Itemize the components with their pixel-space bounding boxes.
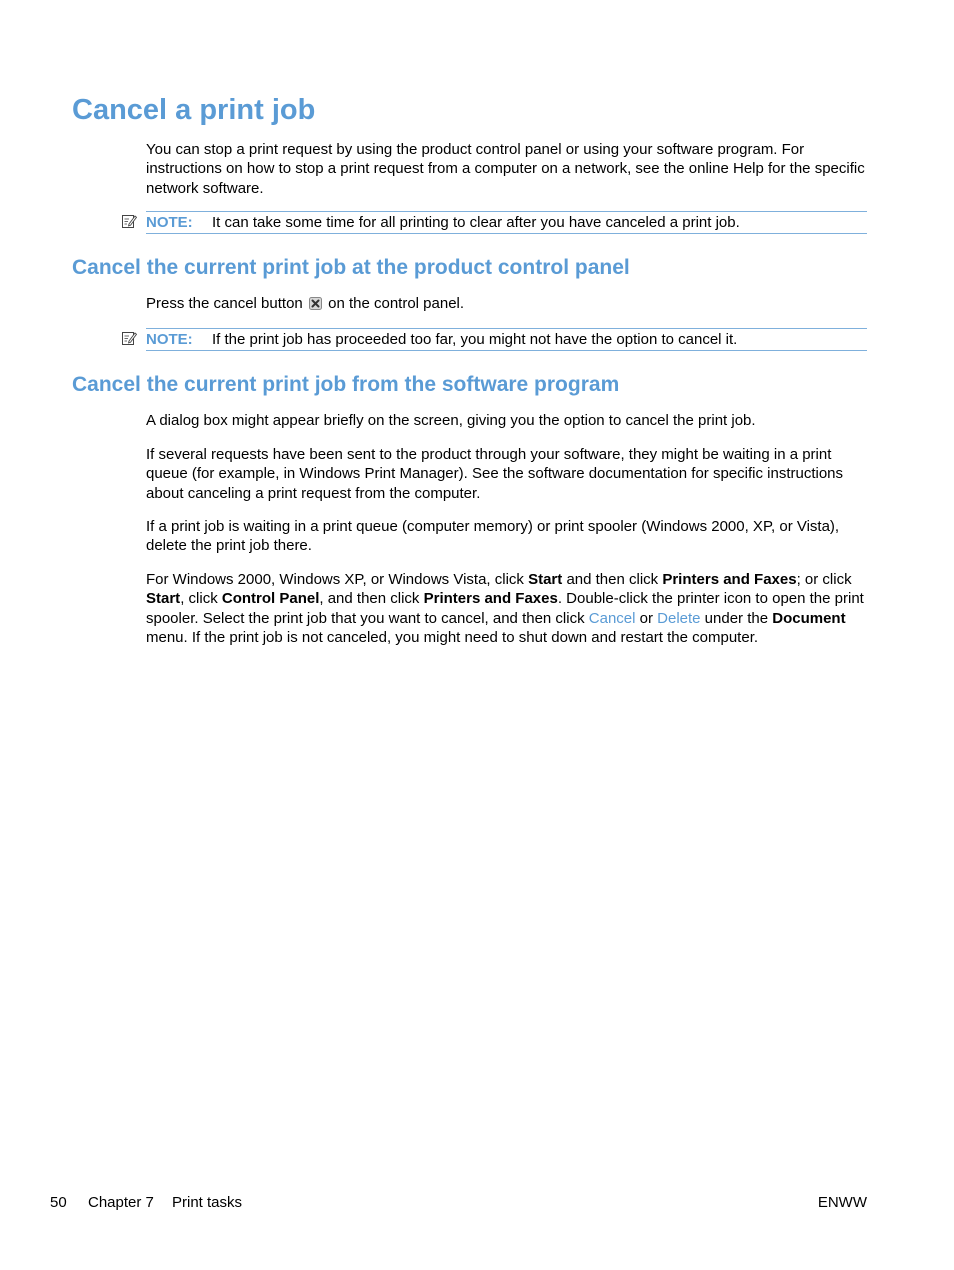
software-paragraph-1: A dialog box might appear briefly on the screen, giving you the option to cancel the print job. <box>146 412 756 429</box>
footer-page-number: 50 <box>50 1194 67 1211</box>
footer-enww: ENWW <box>817 1194 867 1211</box>
text-run: For Windows 2000, Windows XP, or Windows Vista, click <box>146 571 529 588</box>
software-paragraph-2: If several requests have been sent to the product through your software, they might be waiting in a print queue (for example, in Windows Print Manager). See the software documentation for specific instructions about canceling a print request from the computer. <box>146 446 844 502</box>
cancel-x-icon <box>309 297 322 310</box>
ui-term-start: Start <box>146 590 181 608</box>
software-paragraph-3: If a print job is waiting in a print queue (computer memory) or print spooler (Windows 2000, XP, or Vista), delete the print job there. <box>146 518 840 555</box>
section-heading-control-panel: Cancel the current print job at the product control panel <box>72 256 630 279</box>
control-panel-text-after: on the control panel. <box>328 295 465 312</box>
note-box <box>146 328 867 351</box>
ui-term-control-panel: Control Panel <box>221 590 320 608</box>
page-title: Cancel a print job <box>72 94 316 126</box>
note-label: NOTE: <box>146 214 193 231</box>
note-text: It can take some time for all printing to clear after you have canceled a print job. <box>212 214 740 231</box>
note-pencil-icon <box>121 330 137 346</box>
text-run: or <box>635 609 658 627</box>
text-run: menu. If the print job is not canceled, you might need to shut down and restart the computer. <box>146 628 759 646</box>
text-run: and then click <box>562 571 663 588</box>
note-box <box>146 211 867 234</box>
section-heading-software-program: Cancel the current print job from the software program <box>72 373 620 396</box>
delete-link[interactable]: Delete <box>657 609 701 627</box>
text-run: , and then click <box>319 590 424 608</box>
control-panel-text-before: Press the cancel button <box>146 295 303 312</box>
footer-chapter-title: Print tasks <box>172 1194 243 1211</box>
intro-paragraph: You can stop a print request by using the product control panel or using your software program. For instructions on how to stop a print request from a computer on a network, see the online Help for the specific network software. <box>146 141 865 197</box>
footer-chapter: Chapter 7 <box>88 1194 154 1211</box>
software-paragraph-4 <box>146 570 868 647</box>
ui-term-printers-and-faxes: Printers and Faxes <box>423 590 558 608</box>
control-panel-paragraph <box>146 294 868 313</box>
text-run: , click <box>180 590 222 608</box>
note-pencil-icon <box>121 213 137 229</box>
note-text: If the print job has proceeded too far, you might not have the option to cancel it. <box>212 331 738 348</box>
cancel-link[interactable]: Cancel <box>588 609 636 627</box>
note-label: NOTE: <box>146 331 193 348</box>
text-run: under the <box>700 609 773 627</box>
text-run: ; or click <box>796 571 852 588</box>
ui-term-document: Document <box>772 609 846 627</box>
text-run: . Double-click the printer icon to open the print spooler. Select the print job that you want to cancel, and then click <box>146 590 864 627</box>
ui-term-printers-and-faxes: Printers and Faxes <box>662 571 797 588</box>
ui-term-start: Start <box>528 571 563 588</box>
